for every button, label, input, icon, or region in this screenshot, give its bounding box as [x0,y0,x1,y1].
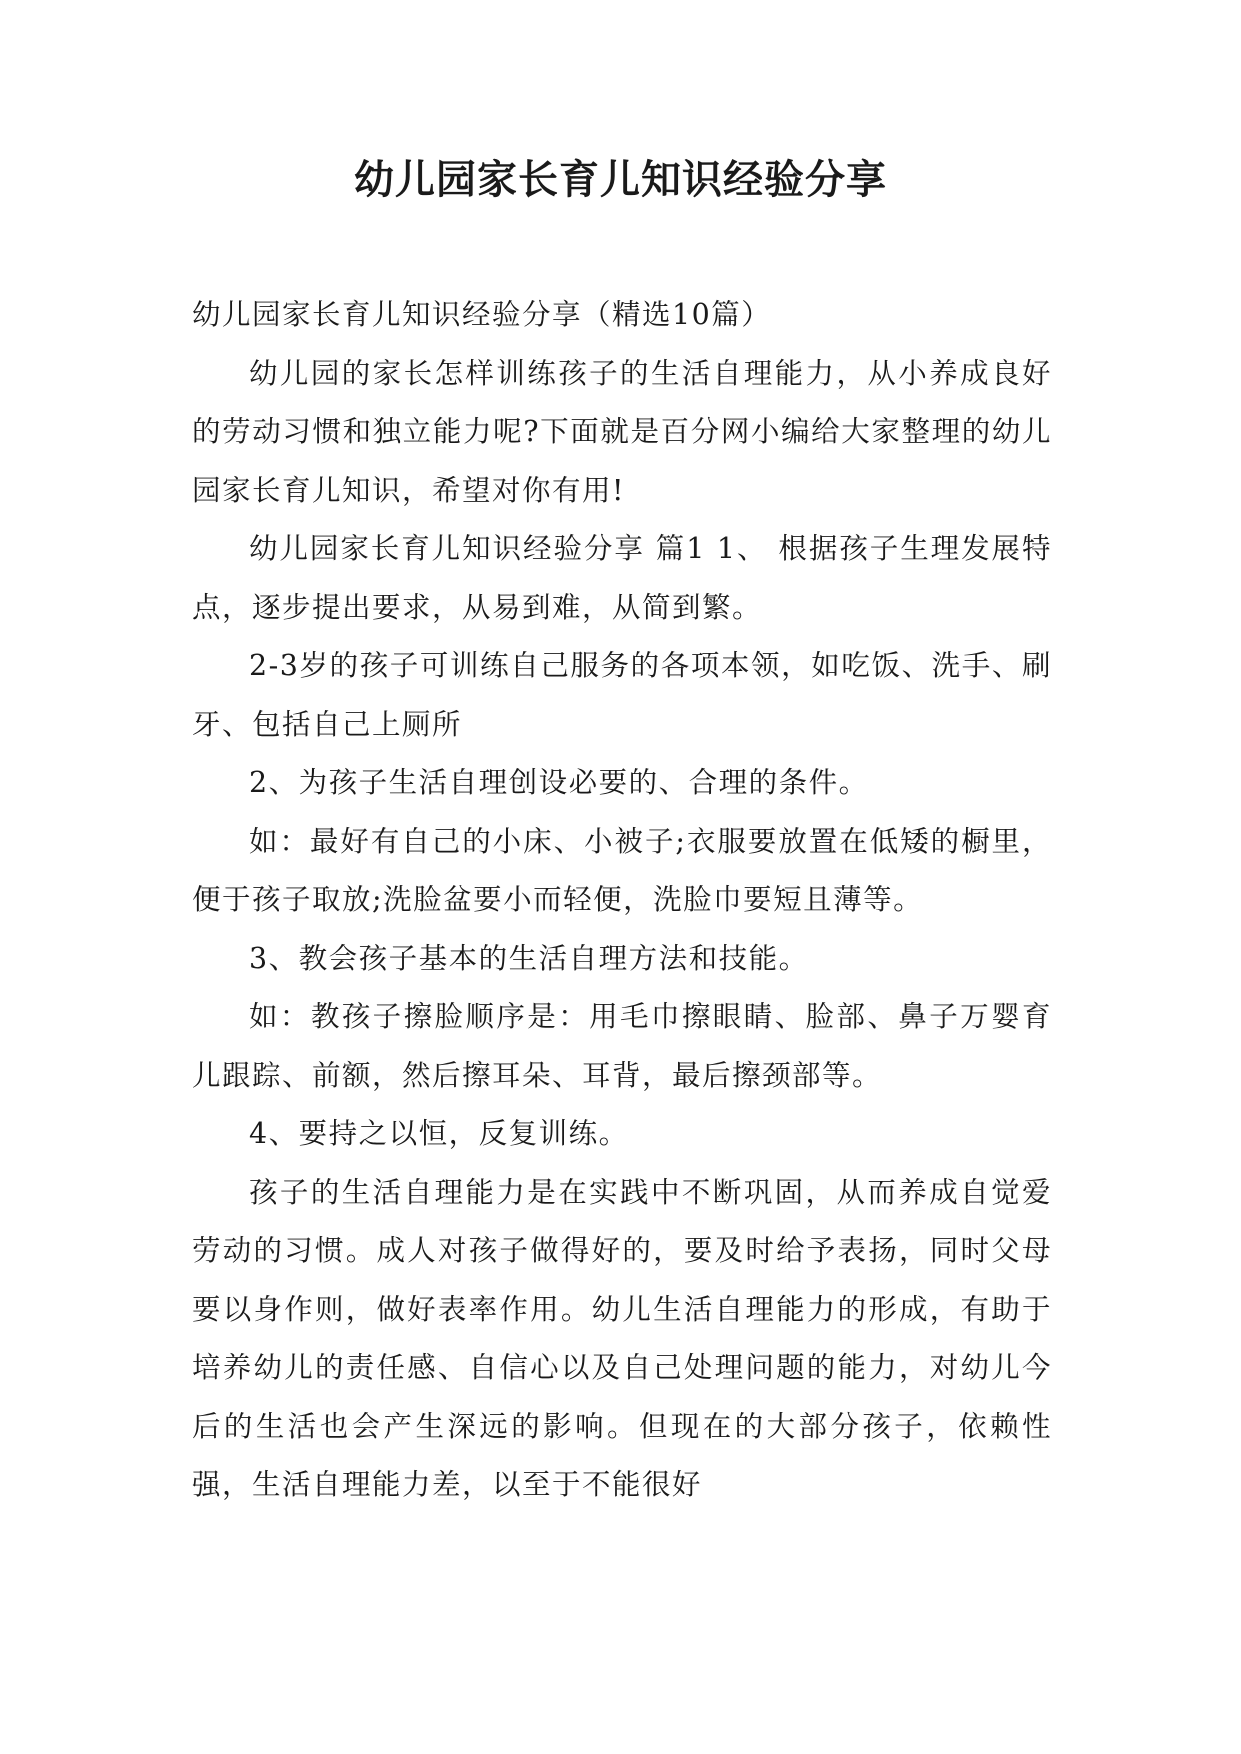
body-paragraph: 2-3岁的孩子可训练自己服务的各项本领，如吃饭、洗手、刷牙、包括自己上厕所 [192,649,1052,741]
section-heading-paragraph: 幼儿园家长育儿知识经验分享 篇1 1、 根据孩子生理发展特点，逐步提出要求，从易到难，从简到繁。 [192,532,1052,624]
intro-paragraph: 幼儿园的家长怎样训练孩子的生活自理能力，从小养成良好的劳动习惯和独立能力呢?下面就是百分网小编给大家整理的幼儿园家长育儿知识，希望对你有用! [192,356,1052,507]
body-paragraph: 2、为孩子生活自理创设必要的、合理的条件。 [249,766,869,799]
body-paragraph: 如：最好有自己的小床、小被子;衣服要放置在低矮的橱里，便于孩子取放;洗脸盆要小而轻便，洗脸巾要短且薄等。 [192,824,1052,916]
body-paragraph: 如：教孩子擦脸顺序是：用毛巾擦眼睛、脸部、鼻子万婴育儿跟踪、前额，然后擦耳朵、耳背，最后擦颈部等。 [192,1000,1052,1092]
body-paragraph: 3、教会孩子基本的生活自理方法和技能。 [249,941,809,975]
body-paragraph: 4、要持之以恒，反复训练。 [249,1117,629,1150]
document-body [192,286,1052,1515]
document-title: 幼儿园家长育儿知识经验分享 [354,157,887,203]
subtitle-paragraph: 幼儿园家长育儿知识经验分享（精选10篇） [192,298,772,331]
body-paragraph: 孩子的生活自理能力是在实践中不断巩固，从而养成自觉爱劳动的习惯。成人对孩子做得好的，要及时给予表扬，同时父母要以身作则，做好表率作用。幼儿生活自理能力的形成，有助于培养幼儿的责任感、自信心以及自己处理问题的能力，对幼儿今后的生活也会产生深远的影响。但现在的大部分孩子，依赖性强，生活自理能力差，以至于不能很好 [192,1175,1052,1501]
